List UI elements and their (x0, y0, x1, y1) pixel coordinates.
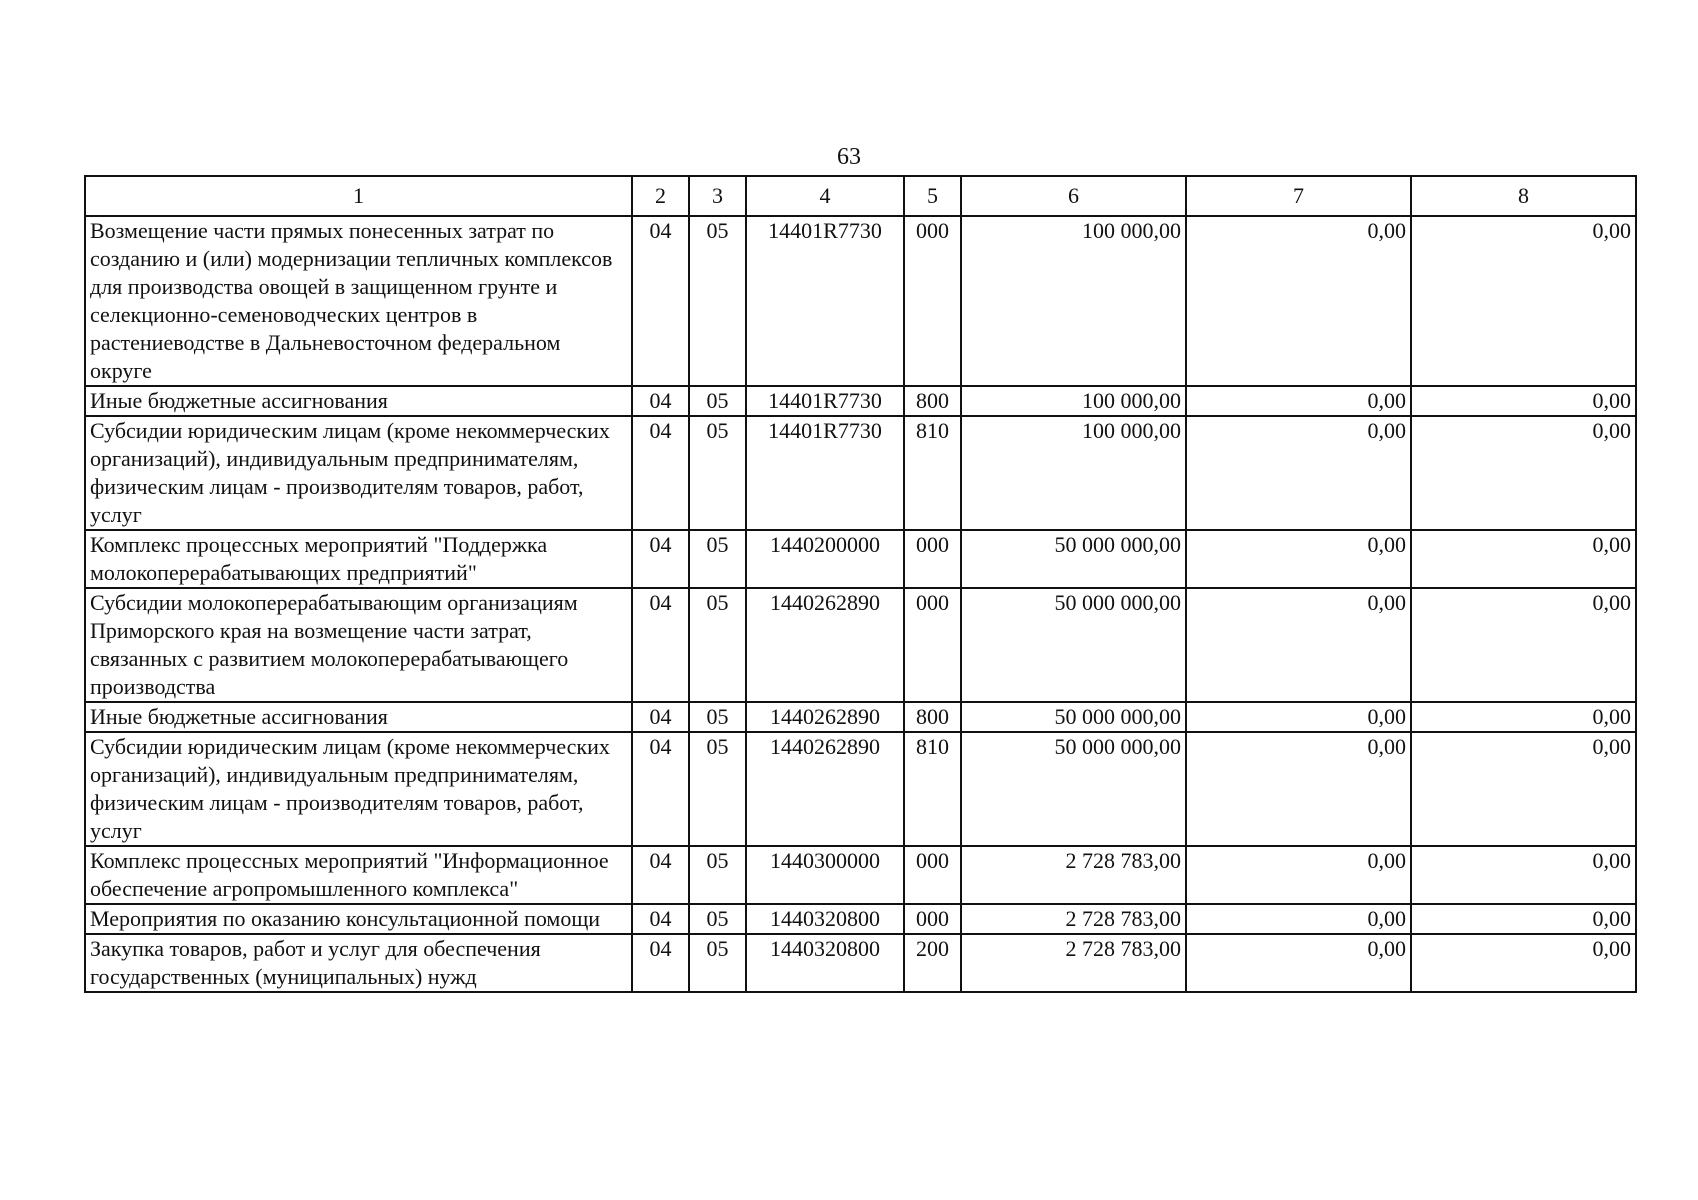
row-name: Комплекс процессных мероприятий "Информационное обеспечение агропромышленного комплекса" (85, 846, 632, 904)
column-header-6: 6 (961, 176, 1186, 216)
expense-type-code: 000 (904, 846, 961, 904)
section-code: 04 (632, 416, 689, 530)
expense-type-code: 000 (904, 216, 961, 386)
amount-col6: 2 728 783,00 (1065, 906, 1181, 931)
expense-type-code: 200 (904, 934, 961, 992)
row-name: Иные бюджетные ассигнования (85, 386, 632, 416)
amount-col6: 50 000 000,00 (1054, 704, 1181, 729)
expense-type-code: 800 (904, 702, 961, 732)
subsection-code: 05 (689, 702, 746, 732)
amount-col7: 0,00 (1367, 936, 1406, 961)
subsection-code: 05 (689, 904, 746, 934)
amount-col7: 0,00 (1367, 388, 1406, 413)
amount-col6: 100 000,00 (1082, 218, 1181, 243)
target-article-code: 1440262890 (746, 588, 904, 702)
expense-type-code: 000 (904, 904, 961, 934)
row-name: Комплекс процессных мероприятий "Поддержка молокоперерабатывающих предприятий" (85, 530, 632, 588)
table-row (85, 216, 1636, 386)
expense-type-code: 000 (904, 588, 961, 702)
column-header-2: 2 (632, 176, 689, 216)
row-name: Мероприятия по оказанию консультационной помощи (85, 904, 632, 934)
expense-type-code: 810 (904, 416, 961, 530)
section-code: 04 (632, 732, 689, 846)
amount-col7: 0,00 (1367, 848, 1406, 873)
subsection-code: 05 (689, 530, 746, 588)
target-article-code: 14401R7730 (746, 386, 904, 416)
section-code: 04 (632, 530, 689, 588)
amount-col7: 0,00 (1367, 906, 1406, 931)
table-row (85, 846, 1636, 904)
target-article-code: 1440320800 (746, 904, 904, 934)
table-row (85, 588, 1636, 702)
row-name: Субсидии юридическим лицам (кроме некоммерческих организаций), индивидуальным предпринимателям, физическим лицам - производителям товаров, работ, услуг (85, 732, 632, 846)
subsection-code: 05 (689, 588, 746, 702)
amount-col7: 0,00 (1367, 418, 1406, 443)
expense-type-code: 810 (904, 732, 961, 846)
target-article-code: 1440200000 (746, 530, 904, 588)
row-name: Возмещение части прямых понесенных затрат по созданию и (или) модернизации тепличных комплексов для производства овощей в защищенном грунте и селекционно-семеноводческих центров в растениеводстве в Дальневосточном федеральном округе (85, 216, 632, 386)
section-code: 04 (632, 216, 689, 386)
page-number: 63 (837, 144, 861, 170)
amount-col8: 0,00 (1592, 734, 1631, 759)
subsection-code: 05 (689, 934, 746, 992)
target-article-code: 14401R7730 (746, 216, 904, 386)
amount-col8: 0,00 (1592, 218, 1631, 243)
amount-col8: 0,00 (1592, 388, 1631, 413)
row-name: Закупка товаров, работ и услуг для обеспечения государственных (муниципальных) нужд (85, 934, 632, 992)
header-row (85, 176, 1636, 216)
target-article-code: 1440320800 (746, 934, 904, 992)
table-row (85, 904, 1636, 934)
amount-col7: 0,00 (1367, 704, 1406, 729)
section-code: 04 (632, 386, 689, 416)
section-code: 04 (632, 904, 689, 934)
subsection-code: 05 (689, 846, 746, 904)
section-code: 04 (632, 702, 689, 732)
table-row (85, 416, 1636, 530)
subsection-code: 05 (689, 416, 746, 530)
column-header-8: 8 (1411, 176, 1636, 216)
amount-col8: 0,00 (1592, 418, 1631, 443)
budget-table (84, 175, 1637, 993)
subsection-code: 05 (689, 386, 746, 416)
row-name: Субсидии молокоперерабатывающим организациям Приморского края на возмещение части затрат, связанных с развитием молокоперерабатывающего производства (85, 588, 632, 702)
amount-col8: 0,00 (1592, 936, 1631, 961)
amount-col6: 2 728 783,00 (1065, 936, 1181, 961)
column-header-4: 4 (746, 176, 904, 216)
amount-col8: 0,00 (1592, 532, 1631, 557)
amount-col8: 0,00 (1592, 590, 1631, 615)
target-article-code: 1440300000 (746, 846, 904, 904)
section-code: 04 (632, 934, 689, 992)
amount-col7: 0,00 (1367, 532, 1406, 557)
section-code: 04 (632, 588, 689, 702)
amount-col7: 0,00 (1367, 590, 1406, 615)
target-article-code: 1440262890 (746, 732, 904, 846)
amount-col6: 50 000 000,00 (1054, 590, 1181, 615)
amount-col8: 0,00 (1592, 848, 1631, 873)
amount-col6: 50 000 000,00 (1054, 734, 1181, 759)
table-row (85, 702, 1636, 732)
column-header-1: 1 (85, 176, 632, 216)
amount-col7: 0,00 (1367, 734, 1406, 759)
amount-col6: 100 000,00 (1082, 388, 1181, 413)
expense-type-code: 800 (904, 386, 961, 416)
row-name: Субсидии юридическим лицам (кроме некоммерческих организаций), индивидуальным предпринимателям, физическим лицам - производителям товаров, работ, услуг (85, 416, 632, 530)
subsection-code: 05 (689, 216, 746, 386)
amount-col6: 50 000 000,00 (1054, 532, 1181, 557)
target-article-code: 1440262890 (746, 702, 904, 732)
subsection-code: 05 (689, 732, 746, 846)
expense-type-code: 000 (904, 530, 961, 588)
amount-col8: 0,00 (1592, 906, 1631, 931)
column-header-5: 5 (904, 176, 961, 216)
amount-col8: 0,00 (1592, 704, 1631, 729)
row-name: Иные бюджетные ассигнования (85, 702, 632, 732)
section-code: 04 (632, 846, 689, 904)
amount-col6: 2 728 783,00 (1065, 848, 1181, 873)
table-row (85, 934, 1636, 992)
table-row (85, 530, 1636, 588)
column-header-7: 7 (1186, 176, 1411, 216)
column-header-3: 3 (689, 176, 746, 216)
amount-col6: 100 000,00 (1082, 418, 1181, 443)
table-row (85, 386, 1636, 416)
table-row (85, 732, 1636, 846)
amount-col7: 0,00 (1367, 218, 1406, 243)
target-article-code: 14401R7730 (746, 416, 904, 530)
